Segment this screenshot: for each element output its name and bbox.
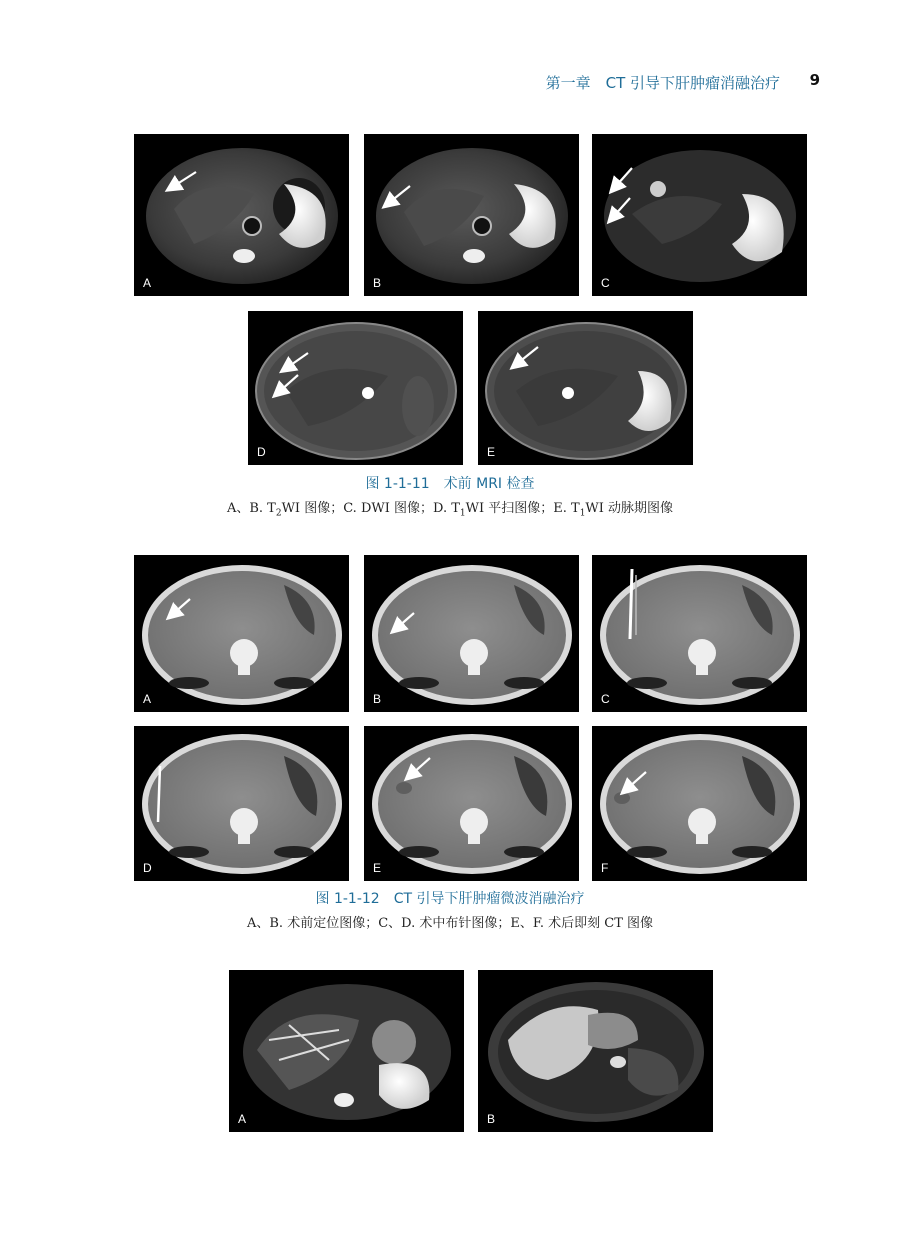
panel-label: A: [143, 692, 152, 706]
figure1-panel-e: [478, 311, 693, 465]
ct-axial-slice-image: [364, 726, 579, 881]
ct-axial-slice-image: [364, 555, 579, 712]
mri-axial-slice-image: [134, 134, 349, 296]
panel-label: B: [373, 692, 382, 706]
figure3-panel-a: [229, 970, 464, 1132]
panel-label: E: [373, 861, 382, 875]
panel-label: B: [487, 1112, 496, 1126]
ct-axial-slice-image: [134, 726, 349, 881]
figure1-panel-d: [248, 311, 463, 465]
page-number: 9: [809, 71, 820, 89]
figure2-title: 图 1-1-12 CT 引导下肝肿瘤微波消融治疗: [315, 891, 585, 907]
mri-axial-slice-image: [364, 134, 579, 296]
ct-axial-slice-image: [592, 555, 807, 712]
mri-axial-slice-image: [478, 311, 693, 465]
mri-axial-slice-image: [478, 970, 713, 1132]
figure2-panel-a: [134, 555, 349, 712]
panel-label: C: [601, 276, 610, 290]
figure1-caption: A、B. $T_2WI$ 图像；C. DWI 图像；D. $T_1WI$ 平扫图像；E. $T_1WI$ 动脉期图像: [226, 501, 674, 519]
panel-label: A: [238, 1112, 247, 1126]
figure2-panel-c: [592, 555, 807, 712]
panel-label: D: [143, 861, 152, 875]
mri-axial-slice-image: [229, 970, 464, 1132]
panel-label: B: [373, 276, 382, 290]
mri-axial-slice-image: [248, 311, 463, 465]
panel-label: F: [601, 861, 609, 875]
figure1-panel-a: [134, 134, 349, 296]
figure1-panel-c: [592, 134, 807, 296]
figure3-panel-b: [478, 970, 713, 1132]
figure2-panel-e: [364, 726, 579, 881]
panel-label: E: [487, 445, 496, 459]
panel-label: A: [143, 276, 152, 290]
running-header-chapter-title: 第一章 CT 引导下肝肿瘤消融治疗: [545, 74, 780, 92]
panel-label: C: [601, 692, 610, 706]
figure2-caption: A、B. 术前定位图像；C、D. 术中布针图像；E、F. 术后即刻 CT 图像: [246, 916, 653, 931]
figure2-panel-b: [364, 555, 579, 712]
ct-axial-slice-image: [592, 726, 807, 881]
figure2-panel-d: [134, 726, 349, 881]
mri-axial-slice-image: [592, 134, 807, 296]
ct-axial-slice-image: [134, 555, 349, 712]
figure1-panel-b: [364, 134, 579, 296]
figure2-panel-f: [592, 726, 807, 881]
figure1-title: 图 1-1-11 术前 MRI 检查: [365, 476, 535, 492]
panel-label: D: [257, 445, 266, 459]
